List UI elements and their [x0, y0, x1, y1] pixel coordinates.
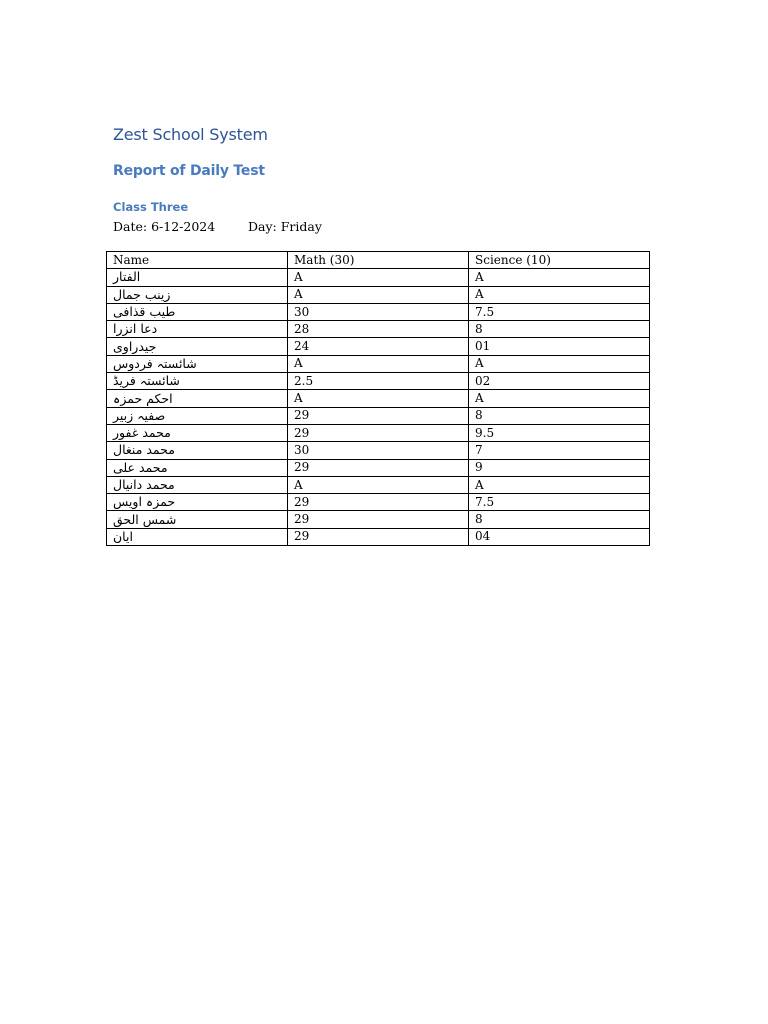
student-name: حمزہ اویس: [113, 494, 176, 510]
cell-math-score: 28: [288, 321, 469, 338]
cell-science-score: 8: [469, 407, 650, 424]
student-name: ایان: [113, 528, 133, 544]
table-row: [107, 459, 650, 476]
student-name: الفتار: [113, 269, 141, 285]
cell-science-score: 7.5: [469, 303, 650, 320]
table-row: [107, 476, 650, 493]
table-row: [107, 407, 650, 424]
header-math: Math (30): [288, 252, 469, 269]
cell-science-score: 04: [469, 528, 650, 545]
table-row: [107, 528, 650, 545]
date-text: Date: 6-12-2024: [113, 219, 216, 234]
header-science: Science (10): [469, 252, 650, 269]
cell-student-name: [107, 321, 288, 338]
cell-math-score: 29: [288, 494, 469, 511]
cell-student-name: [107, 390, 288, 407]
student-name: محمد غفور: [113, 425, 171, 441]
table-row: [107, 373, 650, 390]
cell-science-score: A: [469, 390, 650, 407]
cell-math-score: 30: [288, 303, 469, 320]
table-row: [107, 338, 650, 355]
table-row: [107, 390, 650, 407]
cell-student-name: [107, 442, 288, 459]
cell-student-name: [107, 407, 288, 424]
student-name: شائستہ فردوس: [113, 355, 197, 371]
cell-student-name: [107, 373, 288, 390]
table-row: [107, 303, 650, 320]
cell-student-name: [107, 511, 288, 528]
cell-math-score: A: [288, 269, 469, 286]
table-row: [107, 442, 650, 459]
table-row: [107, 269, 650, 286]
cell-student-name: [107, 286, 288, 303]
student-name: محمد دانیال: [113, 477, 175, 492]
table-row: [107, 321, 650, 338]
cell-math-score: A: [288, 355, 469, 372]
cell-science-score: 9: [469, 459, 650, 476]
cell-student-name: [107, 303, 288, 320]
cell-science-score: A: [469, 269, 650, 286]
cell-math-score: 29: [288, 511, 469, 528]
cell-math-score: A: [288, 390, 469, 407]
cell-student-name: [107, 459, 288, 476]
cell-science-score: 02: [469, 373, 650, 390]
table-row: [107, 286, 650, 303]
cell-science-score: 7: [469, 442, 650, 459]
class-label: Class Three: [113, 200, 189, 214]
cell-science-score: 7.5: [469, 494, 650, 511]
cell-student-name: [107, 494, 288, 511]
student-name: جیدراوی: [113, 338, 157, 354]
student-name: صفیہ زبیر: [113, 407, 166, 423]
table-row: [107, 355, 650, 372]
cell-science-score: A: [469, 286, 650, 303]
cell-math-score: 30: [288, 442, 469, 459]
table-row: [107, 511, 650, 528]
table-header-row: [107, 252, 650, 269]
cell-math-score: 29: [288, 407, 469, 424]
cell-student-name: [107, 424, 288, 441]
cell-math-score: 24: [288, 338, 469, 355]
cell-math-score: 29: [288, 528, 469, 545]
table-row: [107, 494, 650, 511]
cell-science-score: A: [469, 476, 650, 493]
cell-math-score: A: [288, 286, 469, 303]
student-name: طیب قذافی: [113, 304, 176, 320]
grades-table: [106, 251, 650, 546]
cell-student-name: [107, 355, 288, 372]
day-text: Day: Friday: [248, 219, 322, 234]
cell-student-name: [107, 269, 288, 286]
cell-math-score: 29: [288, 424, 469, 441]
student-name: محمد منغال: [113, 442, 175, 458]
document-title: Zest School System: [113, 125, 268, 144]
cell-math-score: 2.5: [288, 373, 469, 390]
student-name: شائستہ فریڈ: [113, 373, 180, 389]
student-name: احکم حمزہ: [113, 390, 173, 406]
cell-math-score: 29: [288, 459, 469, 476]
cell-student-name: [107, 528, 288, 545]
cell-student-name: [107, 338, 288, 355]
cell-science-score: 01: [469, 338, 650, 355]
cell-math-score: A: [288, 476, 469, 493]
cell-science-score: 9.5: [469, 424, 650, 441]
student-name: محمد علی: [113, 459, 168, 475]
cell-science-score: 8: [469, 511, 650, 528]
student-name: زینب جمال: [113, 286, 171, 302]
date-line: [113, 219, 322, 234]
header-name: Name: [107, 252, 288, 269]
document-subtitle: Report of Daily Test: [113, 163, 265, 179]
cell-science-score: 8: [469, 321, 650, 338]
table-row: [107, 424, 650, 441]
student-name: شمس الحق: [113, 511, 177, 527]
cell-science-score: A: [469, 355, 650, 372]
cell-student-name: [107, 476, 288, 493]
student-name: دعا انزرا: [113, 321, 158, 337]
table-body: [107, 269, 650, 546]
